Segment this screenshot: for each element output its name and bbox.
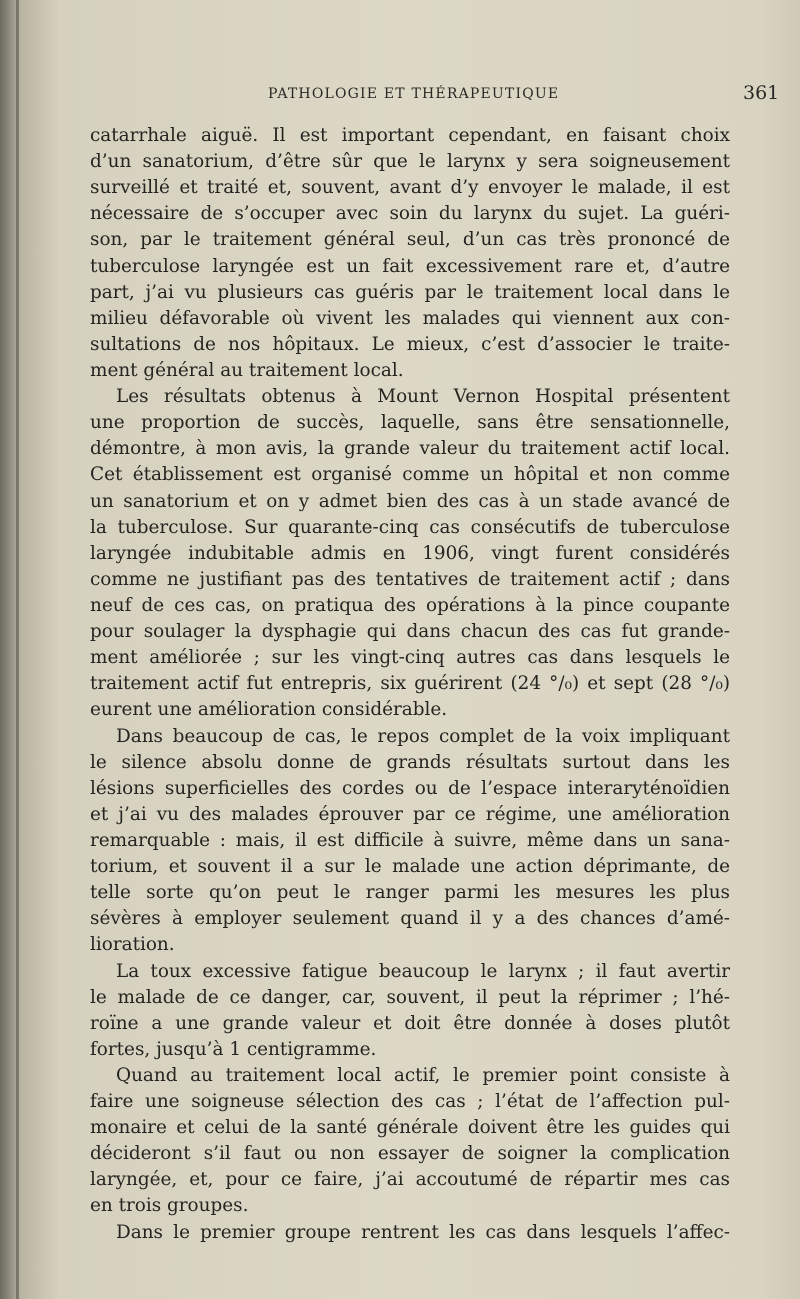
- text-line: ment améliorée ; sur les vingt-cinq autres cas dans lesquels le: [90, 647, 730, 669]
- text-line: d’un sanatorium, d’être sûr que le larynx y sera soigneusement: [90, 151, 730, 173]
- text-line: Cet établissement est organisé comme un hôpital et non comme: [90, 464, 730, 486]
- text-line: milieu défavorable où vivent les malades qui viennent aux con-: [90, 307, 730, 329]
- text-line: fortes, jusqu’à 1 centigramme.: [90, 1038, 377, 1060]
- text-line: catarrhale aiguë. Il est important cependant, en faisant choix: [90, 125, 730, 146]
- text-line: surveillé et traité et, souvent, avant d’y envoyer le malade, il est: [90, 177, 730, 199]
- text-line: comme ne justifiant pas des tentatives de traitement actif ; dans: [90, 568, 730, 590]
- text-line: un sanatorium et on y admet bien des cas à un stade avancé de: [90, 490, 730, 512]
- text-line: démontre, à mon avis, la grande valeur du traitement actif local.: [90, 438, 730, 460]
- text-line: Quand au traitement local actif, le premier point consiste à: [116, 1064, 730, 1086]
- text-line: telle sorte qu’on peut le ranger parmi les mesures les plus: [90, 882, 730, 904]
- text-line: tuberculose laryngée est un fait excessivement rare et, d’autre: [90, 255, 730, 277]
- text-line: lioration.: [90, 934, 175, 956]
- text-line: laryngée, et, pour ce faire, j’ai accoutumé de répartir mes cas: [90, 1169, 730, 1191]
- text-line: et j’ai vu des malades éprouver par ce régime, une amélioration: [90, 803, 730, 825]
- text-line: roïne a une grande valeur et doit être donnée à doses plutôt: [90, 1012, 730, 1034]
- text-line: son, par le traitement général seul, d’un cas très prononcé de: [90, 229, 730, 251]
- text-line: remarquable : mais, il est difficile à suivre, même dans un sana-: [90, 829, 730, 851]
- text-line: torium, et souvent il a sur le malade une action déprimante, de: [90, 856, 730, 878]
- running-title: PATHOLOGIE ET THÉRAPEUTIQUE: [268, 86, 560, 102]
- page-number: 361: [743, 82, 780, 104]
- text-line: neuf de ces cas, on pratiqua des opérations à la pince coupante: [90, 594, 730, 616]
- text-line: pour soulager la dysphagie qui dans chacun des cas fut grande-: [90, 621, 730, 643]
- text-line: une proportion de succès, laquelle, sans être sensationnelle,: [90, 412, 730, 434]
- text-line: lésions superficielles des cordes ou de l’espace interaryténoïdien: [90, 777, 730, 799]
- text-line: Dans le premier groupe rentrent les cas dans lesquels l’affec-: [116, 1221, 730, 1243]
- text-line: laryngée indubitable admis en 1906, vingt furent considérés: [90, 542, 730, 564]
- text-line: La toux excessive fatigue beaucoup le larynx ; il faut avertir: [116, 960, 730, 982]
- text-line: sultations de nos hôpitaux. Le mieux, c’est d’associer le traite-: [90, 333, 730, 355]
- text-line: monaire et celui de la santé générale doivent être les guides qui: [90, 1117, 730, 1139]
- book-spine-shadow: [16, 0, 19, 1299]
- text-line: part, j’ai vu plusieurs cas guéris par le traitement local dans le: [90, 281, 730, 303]
- text-line: la tuberculose. Sur quarante-cinq cas consécutifs de tuberculose: [90, 516, 730, 538]
- text-line: eurent une amélioration considérable.: [90, 699, 448, 721]
- text-line: faire une soigneuse sélection des cas ; l’état de l’affection pul-: [90, 1091, 730, 1113]
- text-line: ment général au traitement local.: [90, 359, 404, 381]
- text-line: Dans beaucoup de cas, le repos complet de la voix impliquant: [116, 725, 730, 747]
- body-text: [90, 123, 730, 1246]
- page-header: [0, 82, 800, 106]
- text-line: décideront s’il faut ou non essayer de soigner la complication: [90, 1143, 730, 1165]
- text-line: Les résultats obtenus à Mount Vernon Hospital présentent: [116, 386, 730, 408]
- text-line: sévères à employer seulement quand il y a des chances d’amé-: [90, 908, 730, 930]
- text-line: en trois groupes.: [90, 1195, 249, 1217]
- text-line: le silence absolu donne de grands résultats surtout dans les: [90, 751, 730, 773]
- text-line: nécessaire de s’occuper avec soin du larynx du sujet. La guéri-: [90, 203, 730, 225]
- text-line: traitement actif fut entrepris, six guérirent (24 °/₀) et sept (28 °/₀): [90, 673, 730, 695]
- text-line: le malade de ce danger, car, souvent, il peut la réprimer ; l’hé-: [90, 986, 730, 1008]
